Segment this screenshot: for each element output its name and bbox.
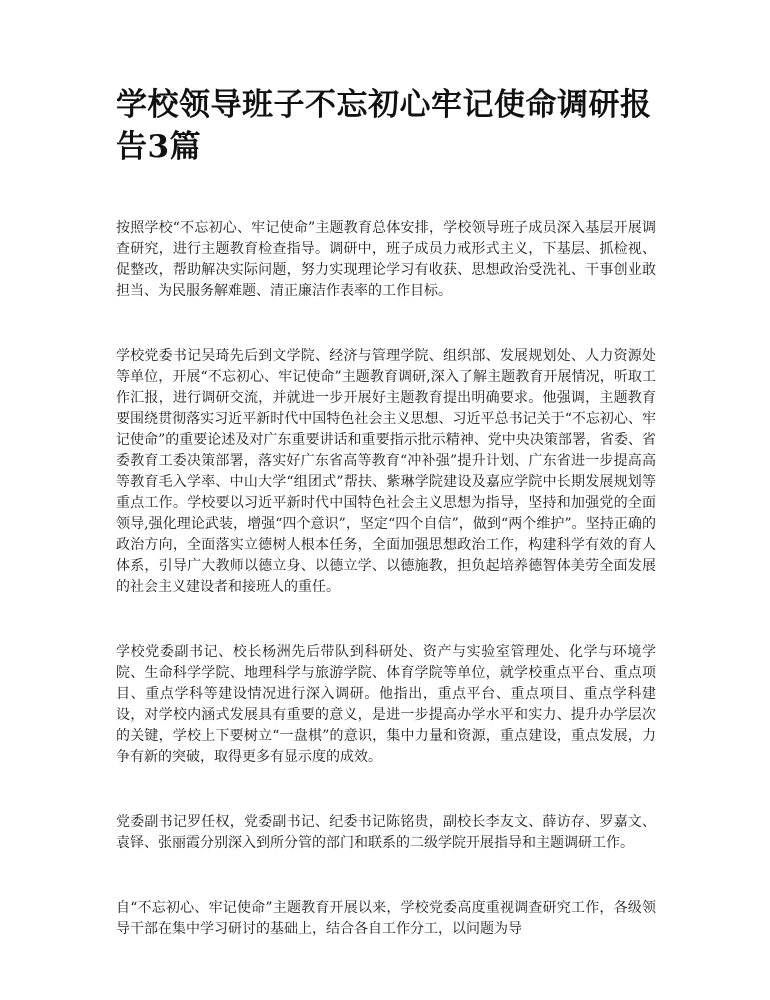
paragraph-president: 学校党委副书记、校长杨洲先后带队到科研处、资产与实验室管理处、化学与环境学院、生命科学学院、地理科学与旅游学院、体育学院等单位，就学校重点平台、重点项目、重点学科等建设情况进行深入调研。他指出，重点平台、重点项目、重点学科建设，对学校内涵式发展具有重要的意义，是进一步提高办学水平和实力、提升办学层次的关键，学校上下要树立“一盘棋”的意识，集中力量和资源，重点建设，重点发展，力争有新的突破，取得更多有显示度的成效。	[116, 644, 656, 765]
paragraph-since-launch: 自“不忘初心、牢记使命”主题教育开展以来，学校党委高度重视调查研究工作，各级领导干部在集中学习研讨的基础上，结合各自工作分工，以问题为导	[116, 900, 656, 937]
paragraph-intro: 按照学校“不忘初心、牢记使命”主题教育总体安排，学校领导班子成员深入基层开展调查研究，进行主题教育检查指导。调研中，班子成员力戒形式主义，下基层、抓检视、促整改，帮助解决实际问题，努力实现理论学习有收获、思想政治受洗礼、干事创业敢担当、为民服务解难题、清正廉洁作表率的工作目标。	[116, 220, 656, 299]
paragraph-party-secretary: 学校党委书记吴琦先后到文学院、经济与管理学院、组织部、发展规划处、人力资源处等单位，开展“不忘初心、牢记使命”主题教育调研,深入了解主题教育开展情况，听取工作汇报，进行调研交流，并就进一步开展好主题教育提出明确要求。他强调，主题教育要围绕贯彻落实习近平新时代中国特色社会主义思想、习近平总书记关于“不忘初心、牢记使命”的重要论述及对广东重要讲话和重要指示批示精神、党中央决策部署，省委、省委教育工委决策部署，落实好广东省高等教育“冲补强”提升计划、广东省进一步提高高等教育毛入学率、中山大学“组团式”帮扶、紫琳学院建设及嘉应学院中长期发展规划等重点工作。学校要以习近平新时代中国特色社会主义思想为指导，坚持和加强党的全面领导,强化理论武装，增强“四个意识”，坚定“四个自信”，做到“两个维护”。坚持正确的政治方向，全面落实立德树人根本任务，全面加强思想政治工作，构建科学有效的育人体系，引导广大教师以德立身、以德立学、以德施教，担负起培养德智体美劳全面发展的社会主义建设者和接班人的重任。	[116, 348, 656, 595]
document-title: 学校领导班子不忘初心牢记使命调研报告3篇	[116, 87, 652, 165]
paragraph-other-leaders: 党委副书记罗任权，党委副书记、纪委书记陈铭贵，副校长李友文、薛访存、罗嘉文、袁铎、张丽霞分别深入到所分管的部门和联系的二级学院开展指导和主题调研工作。	[116, 814, 656, 851]
document-body	[116, 218, 656, 940]
document-page	[116, 84, 656, 940]
